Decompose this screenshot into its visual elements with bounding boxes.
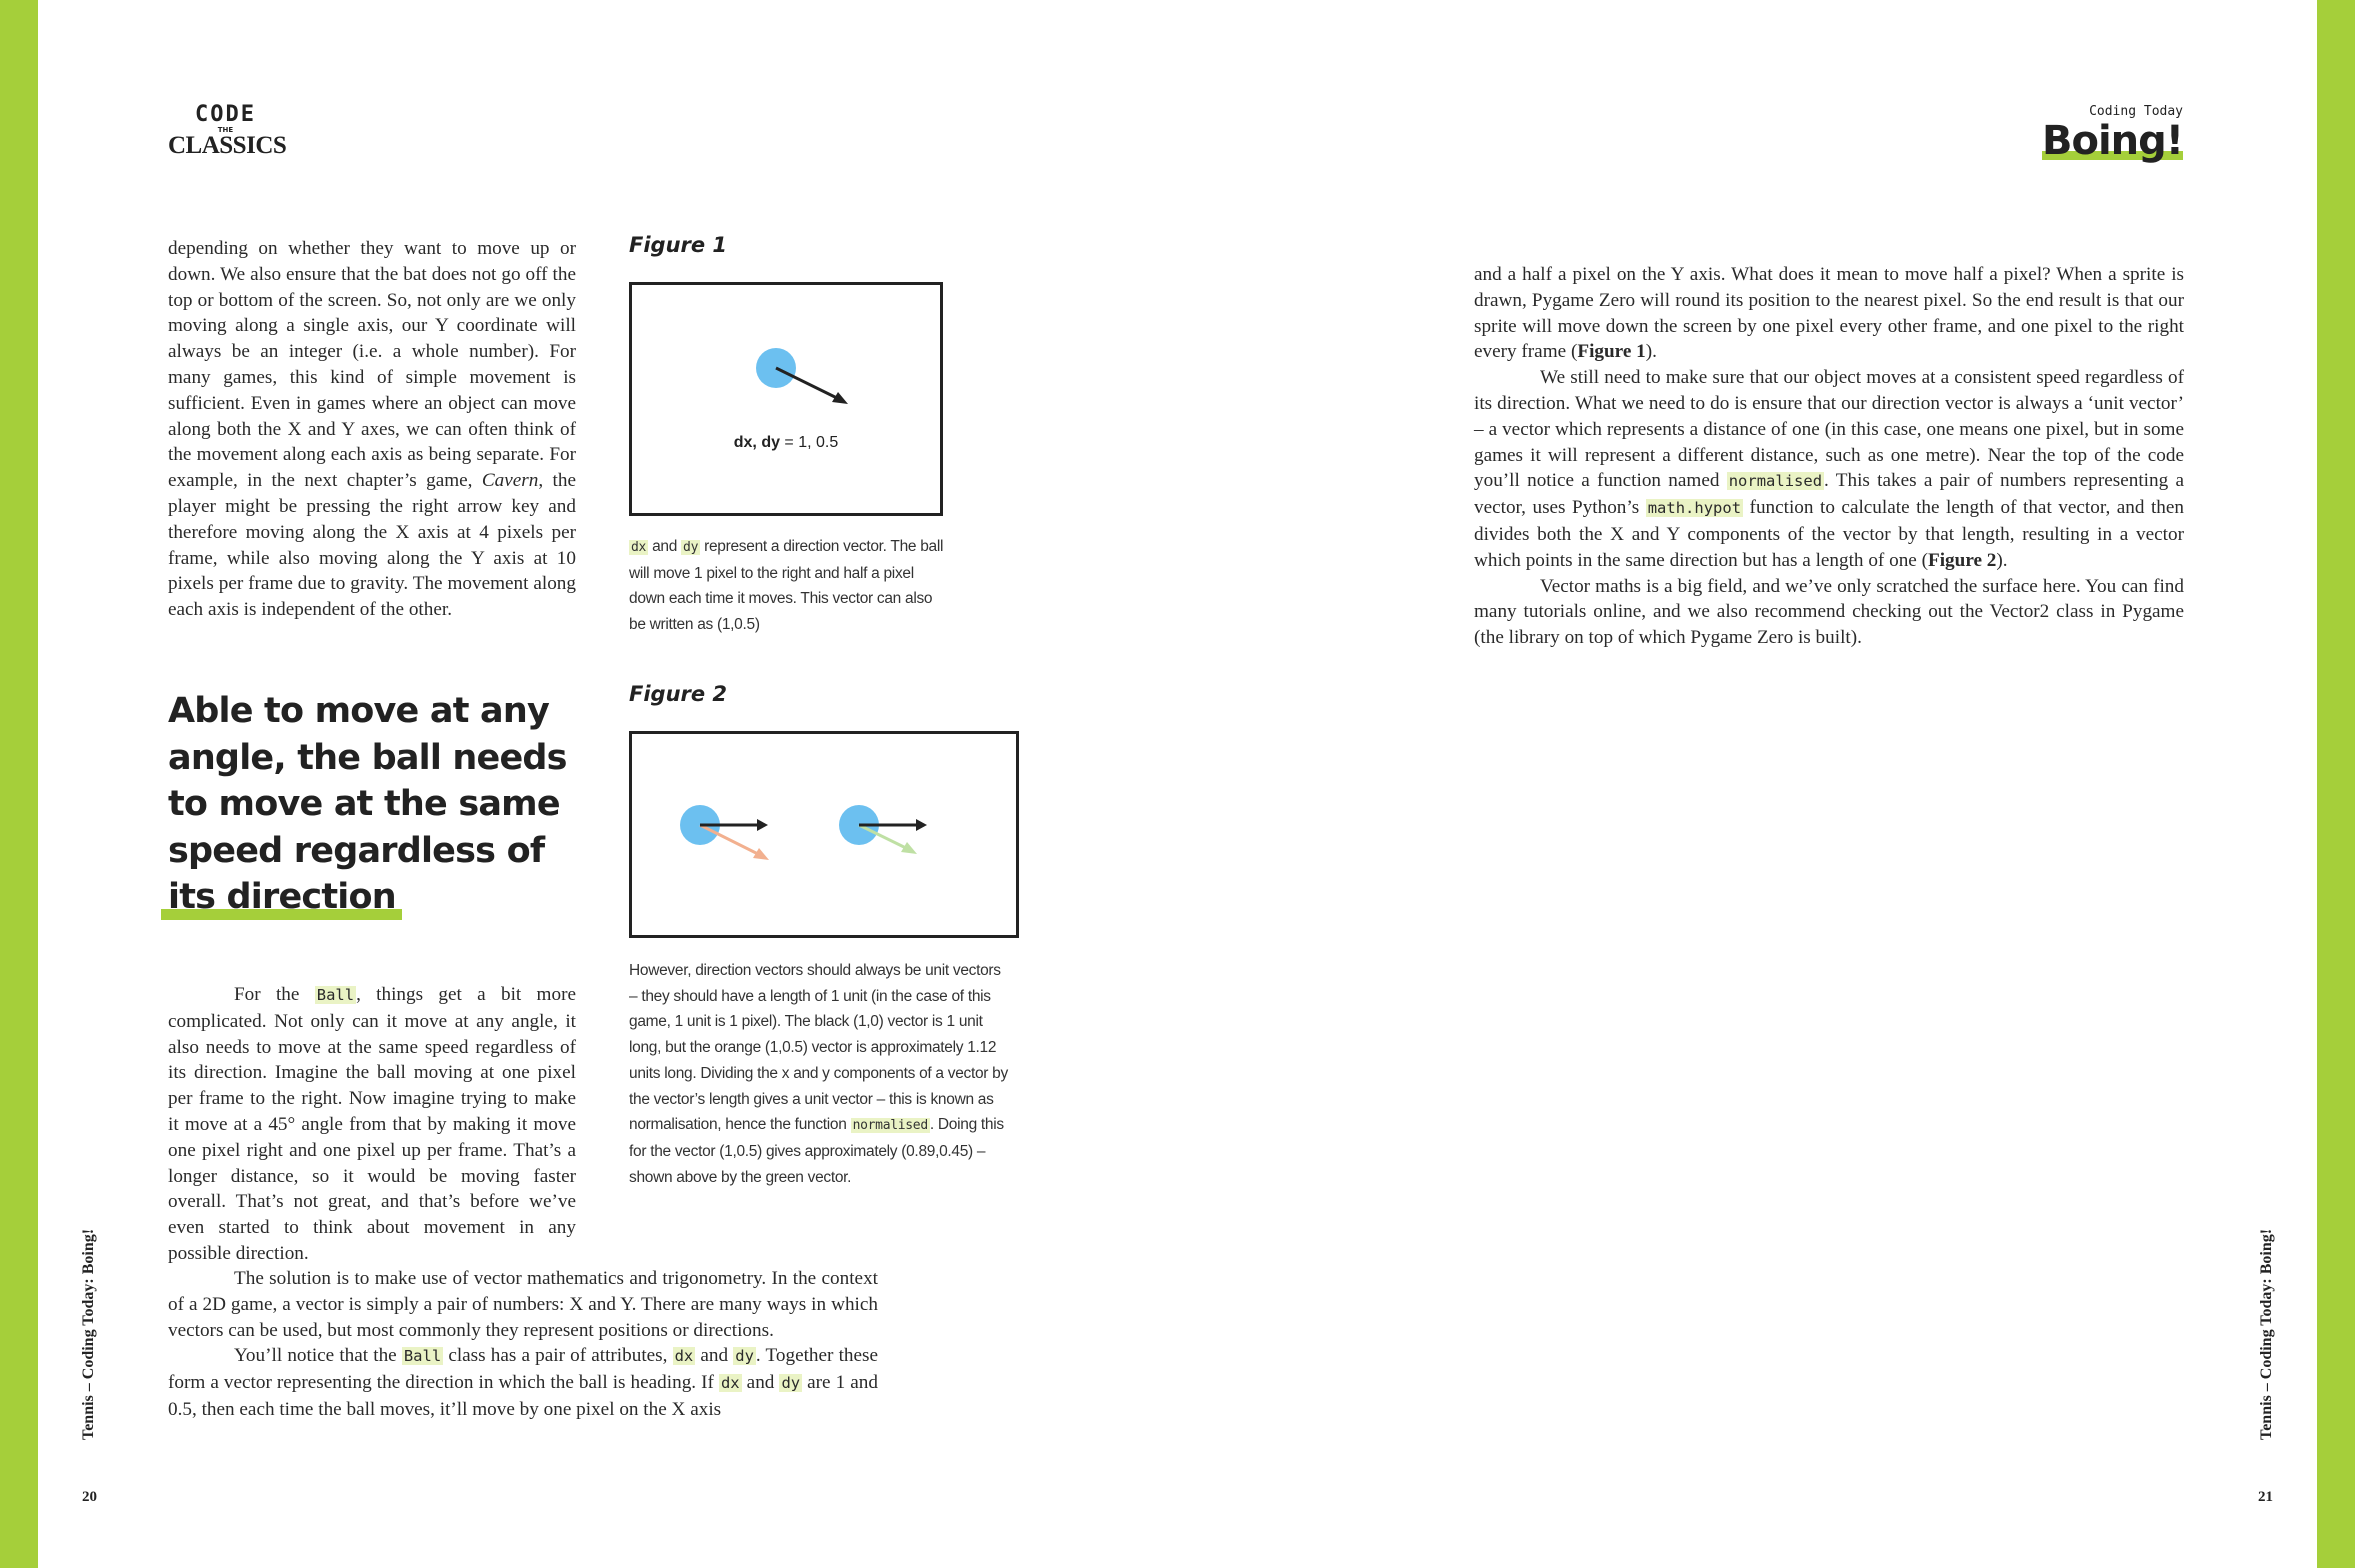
text-run: class has a pair of attributes, (443, 1345, 673, 1367)
pull-quote-line: its direction (168, 874, 396, 921)
inline-code: dy (683, 540, 699, 555)
logo-line-classics: CLASSICS (168, 132, 287, 159)
text-run: . Doing this for the vector (1,0.5) gives approximately (0.89,0.45) – shown above by the green vector. (629, 1116, 1004, 1186)
paragraph: The solution is to make use of vector mathematics and trigonometry. In the context of a 2D game, a vector is simply a pair of numbers: X and Y. There are many ways in which vectors can be used, but most commonly they represent positions or directions. (168, 1268, 878, 1341)
arrowhead-icon (916, 819, 927, 831)
pull-quote-line: speed regardless of (168, 830, 545, 871)
text-run: . This takes a pair of numbers representing a vector, uses Python’s (1474, 470, 2184, 519)
text-run: and (741, 1372, 780, 1394)
figure-1-graphic (632, 285, 940, 513)
game-title: Cavern (481, 470, 539, 492)
side-running-head-left: Tennis – Coding Today: Boing! (80, 1228, 97, 1440)
text-run: , things get a bit more complicated. Not only can it move at any angle, it also needs to move at the same speed regardless of its direction. Imagine the ball moving at one pixel per frame to the right. Now imagine trying to make it move at a 45° angle from that by making it move one pixel right and one pixel up per frame. That’s a longer distance, so it would be moving faster overall. That’s not great, and that’s before we’ve even started to think about movement in any possible direction. (168, 984, 576, 1264)
text-run: We still need to make sure that our object moves at a consistent speed regardless of its direction. What we need to do is ensure that our direction vector is always a ‘unit vector’ – a vector which represents a distance of one (in this case, one means one pixel, but in some games it will represent a different distance, such as one metre). Near the top of the code you’ll notice a function named (1474, 367, 2184, 492)
figure-2-caption (629, 958, 1013, 1190)
logo-line-code: CODE (195, 102, 256, 127)
figure-reference: Figure 1 (1577, 341, 1646, 363)
text-run: However, direction vectors should always be unit vectors – they should have a length of 1 unit (in the case of this game, 1 unit is 1 pixel). The black (1,0) vector is 1 unit long, but the orange (1,0.5) vector is approximately 1.12 units long. Dividing the x and y components of a vector by the vector’s length gives a unit vector – this is known as normalisation, hence the function (629, 962, 1008, 1134)
text-run: and (695, 1345, 734, 1367)
inline-code: dx (631, 540, 647, 555)
arrowhead-icon (832, 392, 848, 404)
text-run: . Together these form a vector representing the direction in which the ball is heading. If (168, 1345, 878, 1394)
figure-reference: Figure 2 (1928, 549, 1997, 571)
pull-quote-line: to move at the same (168, 784, 560, 824)
figure-1-diagram (629, 282, 943, 516)
figure-2-diagram (629, 731, 1019, 938)
code-the-classics-logo (168, 102, 287, 159)
inline-code: Ball (403, 1347, 442, 1366)
section-title: Boing! (2041, 118, 2183, 164)
left-column-vectors (168, 1266, 878, 1423)
inline-code: Ball (316, 986, 355, 1004)
page-number-left: 20 (82, 1489, 97, 1505)
paragraph (168, 236, 576, 623)
figure-2-title: Figure 2 (629, 682, 728, 706)
text-run: For the (234, 984, 315, 1005)
inline-code: dx (720, 1374, 740, 1393)
inline-code: math.hypot (1647, 499, 1742, 518)
text-run: depending on whether they want to move up or down. We also ensure that the bat does not go off the top or bottom of the screen. So, not only are we only moving along a single axis, our Y coordinate will always be an integer (i.e. a whole number). For many games, this kind of simple movement is sufficient. Even in games where an object can move along both the X and Y axes, we can often think of the movement along each axis as being separate. For example, in the next chapter’s game, (168, 238, 576, 492)
left-column-ball-section (168, 982, 576, 1267)
paragraph: Vector maths is a big field, and we’ve only scratched the surface here. You can find many tutorials online, and we also recommend checking out the Vector2 class in Pygame (the library on top of which Pygame Zero is built). (1474, 575, 2184, 649)
text-run: and a half a pixel on the Y axis. What does it mean to move half a pixel? When a sprite is drawn, Pygame Zero will round its position to the nearest pixel. So the end result is that our sprite will move down the screen by one pixel every other frame, and one pixel to the right every frame ( (1474, 264, 2184, 363)
text-run: ). (1996, 549, 2008, 571)
figure-1-title: Figure 1 (629, 233, 728, 257)
pull-quote (168, 688, 588, 921)
inline-code: normalised (852, 1118, 928, 1134)
pull-quote-line: Able to move at any (168, 691, 549, 731)
text-run: represent a direction vector. The ball will move 1 pixel to the right and half a pixel down each time it moves. This vector can also be written as (1,0.5) (629, 538, 944, 634)
vector-label: dx, dy = 1, 0.5 (733, 434, 839, 451)
section-subtitle: Coding Today (2089, 104, 2183, 119)
section-header (2042, 104, 2183, 162)
pull-quote-line: angle, the ball needs (168, 737, 567, 778)
inline-code: dy (781, 1374, 801, 1393)
inline-code: dx (674, 1347, 694, 1366)
text-run: are 1 and 0.5, then each time the ball moves, it’ll move by one pixel on the X axis (168, 1372, 878, 1420)
left-column-intro (168, 236, 576, 623)
inline-code: dy (735, 1347, 754, 1366)
arrowhead-icon (901, 842, 917, 854)
text-run: and (648, 538, 682, 555)
figure-1-caption (629, 534, 949, 638)
text-run: ). (1645, 341, 1657, 363)
arrowhead-icon (753, 848, 769, 860)
paragraph (168, 1343, 878, 1422)
side-running-head-right: Tennis – Coding Today: Boing! (2258, 1228, 2275, 1440)
logo-line-the: THE (217, 126, 234, 134)
text-run: function to calculate the length of that vector, and then divides both the X and Y components of the vector by that length, resulting in a vector which points in the same direction but has a length of one ( (1474, 497, 2185, 571)
text-run: , the player might be pressing the right arrow key and therefore moving along the X axis at 4 pixels per frame, while also moving along the Y axis at 10 pixels per frame due to gravity. The movement along each axis is independent of the other. (168, 470, 576, 621)
paragraph (1474, 365, 2184, 573)
paragraph (168, 982, 576, 1267)
inline-code: normalised (1728, 472, 1823, 491)
figure-2-graphic (632, 734, 1016, 935)
right-accent-bar (2317, 0, 2355, 1568)
page-number-right: 21 (2258, 1489, 2273, 1505)
text-run: You’ll notice that the (234, 1345, 402, 1367)
left-accent-bar (0, 0, 38, 1568)
right-column (1474, 262, 2184, 651)
arrowhead-icon (757, 819, 768, 831)
paragraph (1474, 262, 2184, 365)
